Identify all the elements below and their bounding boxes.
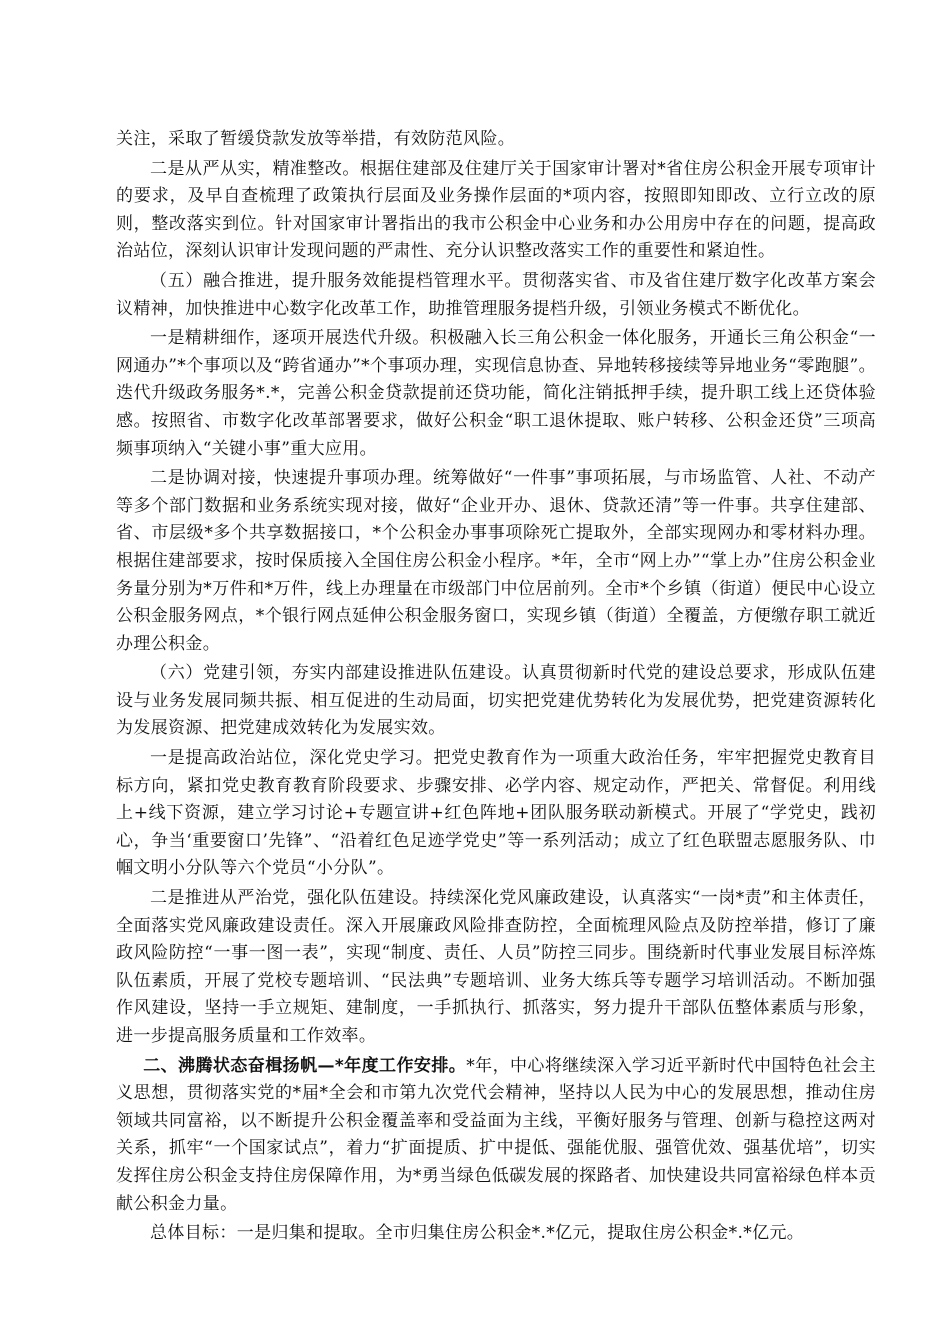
paragraph-section-six: （六）党建引领，夯实内部建设推进队伍建设。认真贯彻新时代党的建设总要求，形成队伍建设与业务发展同频共振、相互促进的生动局面，切实把党建优势转化为发展优势，把党建资源转化为发展资源、把党建成效转化为发展实效。 <box>116 663 876 739</box>
paragraph-work-plan <box>116 1053 876 1219</box>
document-body <box>116 126 876 1250</box>
paragraph-strict-governance: 二是推进从严治党，强化队伍建设。持续深化党风廉政建设，认真落实“一岗*责”和主体责任，全面落实党风廉政建设责任。深入开展廉政风险排查防控，全面梳理风险点及防控举措，修订了廉政风险防控“一事一图一表”，实现“制度、责任、人员”防控三同步。围绕新时代事业发展目标淬炼队伍素质，开展了党校专题培训、“民法典”专题培训、业务大练兵等专题学习培训活动。不断加强作风建设，坚持一手立规矩、建制度，一手抓执行、抓落实，努力提升干部队伍整体素质与形象，进一步提高服务质量和工作效率。 <box>116 888 876 1046</box>
paragraph-section-five: （五）融合推进，提升服务效能提档管理水平。贯彻落实省、市及省住建厅数字化改革方案会议精神，加快推进中心数字化改革工作，助推管理服务提档升级，引领业务模式不断优化。 <box>116 270 876 319</box>
paragraph-party-history: 一是提高政治站位，深化党史学习。把党史教育作为一项重大政治任务，牢牢把握党史教育目标方向，紧扣党史教育教育阶段要求、步骤安排、必学内容、规定动作，严把关、常督促。利用线上+线下资源，建立学习讨论+专题宣讲+红色阵地+团队服务联动新模式。开展了“学党史，践初心，争当‘重要窗口’先锋”、“沿着红色足迹学党史”等一系列活动；成立了红色联盟志愿服务队、巾帼文明小分队等六个党员“小分队”。 <box>116 748 876 879</box>
section-heading-work-plan: 二、沸腾状态奋楫扬帆—*年度工作安排。 <box>143 1055 467 1076</box>
paragraph-coordination: 二是协调对接，快速提升事项办理。统筹做好“一件事”事项拓展，与市场监管、人社、不动产等多个部门数据和业务系统实现对接，做好“企业开办、退休、贷款还清”等一件事。共享住建部、省、市层级*多个共享数据接口，*个公积金办事事项除死亡提取外，全部实现网办和零材料办理。根据住建部要求，按时保质接入全国住房公积金小程序。*年，全市“网上办”“掌上办”住房公积金业务量分别为*万件和*万件，线上办理量在市级部门中位居前列。全市*个乡镇（街道）便民中心设立公积金服务网点，*个银行网点延伸公积金服务窗口，实现乡镇（街道）全覆盖，方便缴存职工就近办理公积金。 <box>116 468 876 654</box>
paragraph-iterative-upgrade: 一是精耕细作，逐项开展迭代升级。积极融入长三角公积金一体化服务，开通长三角公积金“一网通办”*个事项以及“跨省通办”*个事项办理，实现信息协查、异地转移接续等异地业务“零跑腿”。迭代升级政务服务*.*，完善公积金贷款提前还贷功能，简化注销抵押手续，提升职工线上还贷体验感。按照省、市数字化改革部署要求，做好公积金“职工退休提取、账户转移、公积金还贷”三项高频事项纳入“关键小事”重大应用。 <box>116 328 876 459</box>
work-plan-text: *年，中心将继续深入学习近平新时代中国特色社会主义思想，贯彻落实党的*届*全会和市第九次党代会精神，坚持以人民为中心的发展思想，推动住房领域共同富裕，以不断提升公积金覆盖率和受益面为主线，平衡好服务与管理、创新与稳控这两对关系，抓牢“一个国家试点”，着力“扩面提质、扩中提低、强能优服、强管优效、强基优培”，切实发挥住房公积金支持住房保障作用，为*勇当绿色低碳发展的探路者、加快建设共同富裕绿色样本贡献公积金力量。 <box>116 1055 876 1214</box>
paragraph-continuation: 关注，采取了暂缓贷款发放等举措，有效防范风险。 <box>116 129 516 149</box>
paragraph-strict-rectification: 二是从严从实，精准整改。根据住建部及住建厅关于国家审计署对*省住房公积金开展专项审计的要求，及早自查梳理了政策执行层面及业务操作层面的*项内容，按照即知即改、立行立改的原则，整改落实到位。针对国家审计署指出的我市公积金中心业务和办公用房中存在的问题，提高政治站位，深刻认识审计发现问题的严肃性、充分认识整改落实工作的重要性和紧迫性。 <box>116 158 876 262</box>
paragraph-overall-goal: 总体目标：一是归集和提取。全市归集住房公积金*.*亿元，提取住房公积金*.*亿元。 <box>150 1223 805 1244</box>
